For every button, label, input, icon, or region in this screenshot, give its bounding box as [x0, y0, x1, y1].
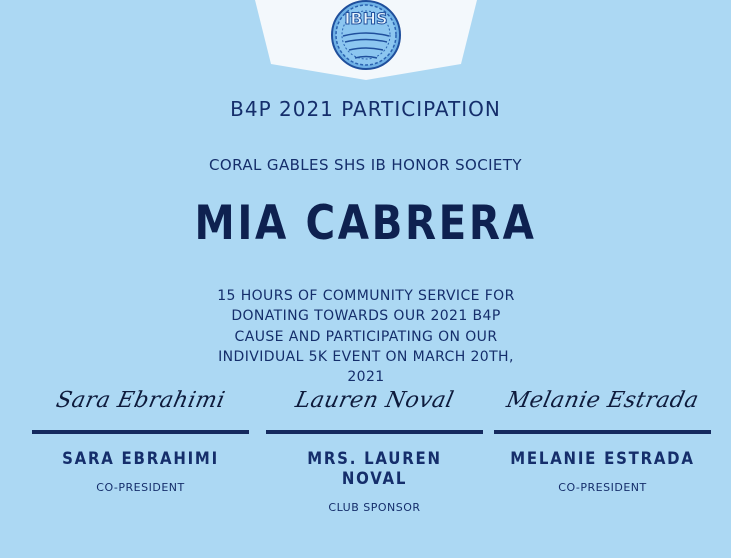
signature-block-sara [32, 376, 249, 494]
signer-role: CO-PRESIDENT [558, 481, 647, 494]
signature-line [494, 430, 711, 434]
signature-block-melanie [494, 376, 711, 494]
signer-name: MELANIE ESTRADA [510, 449, 695, 469]
ibhs-logo [329, 0, 403, 72]
signer-role: CLUB SPONSOR [328, 501, 421, 514]
signature-block-lauren [266, 376, 483, 514]
signature-script: Sara Ebrahimi [53, 388, 228, 413]
signature-script: Melanie Estrada [504, 388, 701, 413]
signature-line [32, 430, 249, 434]
signature-script: Lauren Noval [293, 388, 457, 413]
svg-text:IBHS: IBHS [344, 9, 388, 28]
certificate-description: 15 HOURS OF COMMUNITY SERVICE FOR DONATING TOWARDS OUR 2021 B4P CAUSE AND PARTICIPATING ON OUR INDIVIDUAL 5K EVENT ON MARCH 20TH, 2021 [217, 288, 515, 386]
signer-name: SARA EBRAHIMI [62, 449, 219, 469]
signature-line [266, 430, 483, 434]
certificate-title: B4P 2021 PARTICIPATION [230, 97, 501, 121]
recipient-name: MIA CABRERA [194, 196, 537, 251]
organization-name: CORAL GABLES SHS IB HONOR SOCIETY [209, 156, 522, 174]
signer-name: MRS. LAUREN NOVAL [307, 449, 442, 489]
signer-role: CO-PRESIDENT [96, 481, 185, 494]
